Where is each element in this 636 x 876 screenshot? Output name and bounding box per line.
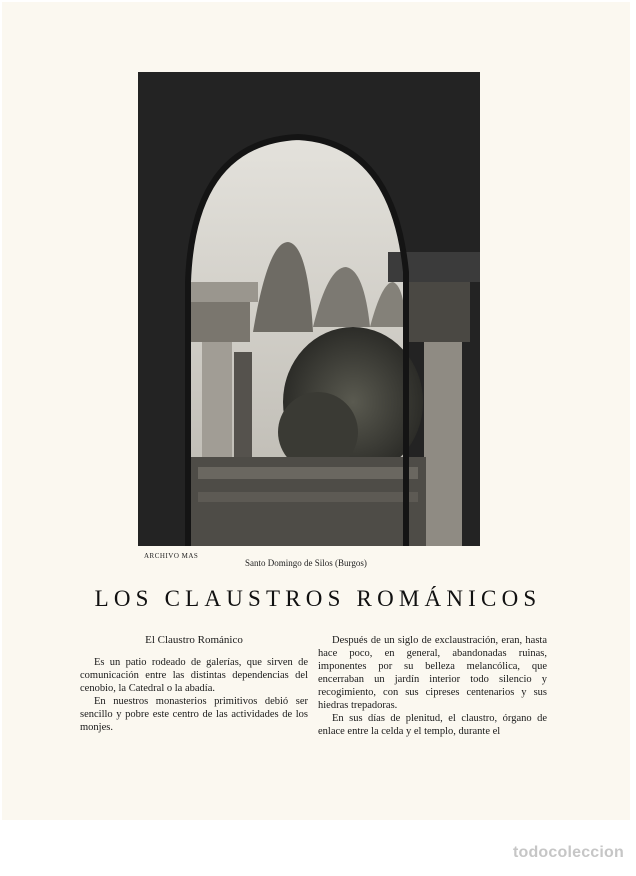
photo-credit: ARCHIVO MAS — [144, 552, 199, 560]
left-column — [80, 634, 308, 734]
photo-caption: Santo Domingo de Silos (Burgos) — [245, 558, 367, 568]
watermark: todocoleccion — [512, 844, 624, 861]
paragraph: Después de un siglo de exclaustración, eran, hasta hace poco, en general, abandonadas ruinas, imponentes por su belleza melancólica, que encerraban un jardín interior todo silencio y recogimiento, con sus cipreses centenarios y sus hiedras trepadoras. — [318, 635, 547, 711]
cloister-photograph — [138, 72, 480, 546]
paragraph: En nuestros monasterios primitivos debió ser sencillo y pobre este centro de las actividades de los monjes. — [80, 696, 308, 733]
article-title: LOS CLAUSTROS ROMÁNICOS — [94, 586, 542, 611]
paragraph: Es un patio rodeado de galerías, que sirven de comunicación entre las distintas dependencias del cenobio, la Catedral o la abadía. — [80, 657, 308, 694]
paragraph: En sus días de plenitud, el claustro, órgano de enlace entre la celda y el templo, durante el — [318, 713, 547, 737]
section-subheading: El Claustro Románico — [145, 634, 243, 646]
right-column — [318, 634, 547, 738]
